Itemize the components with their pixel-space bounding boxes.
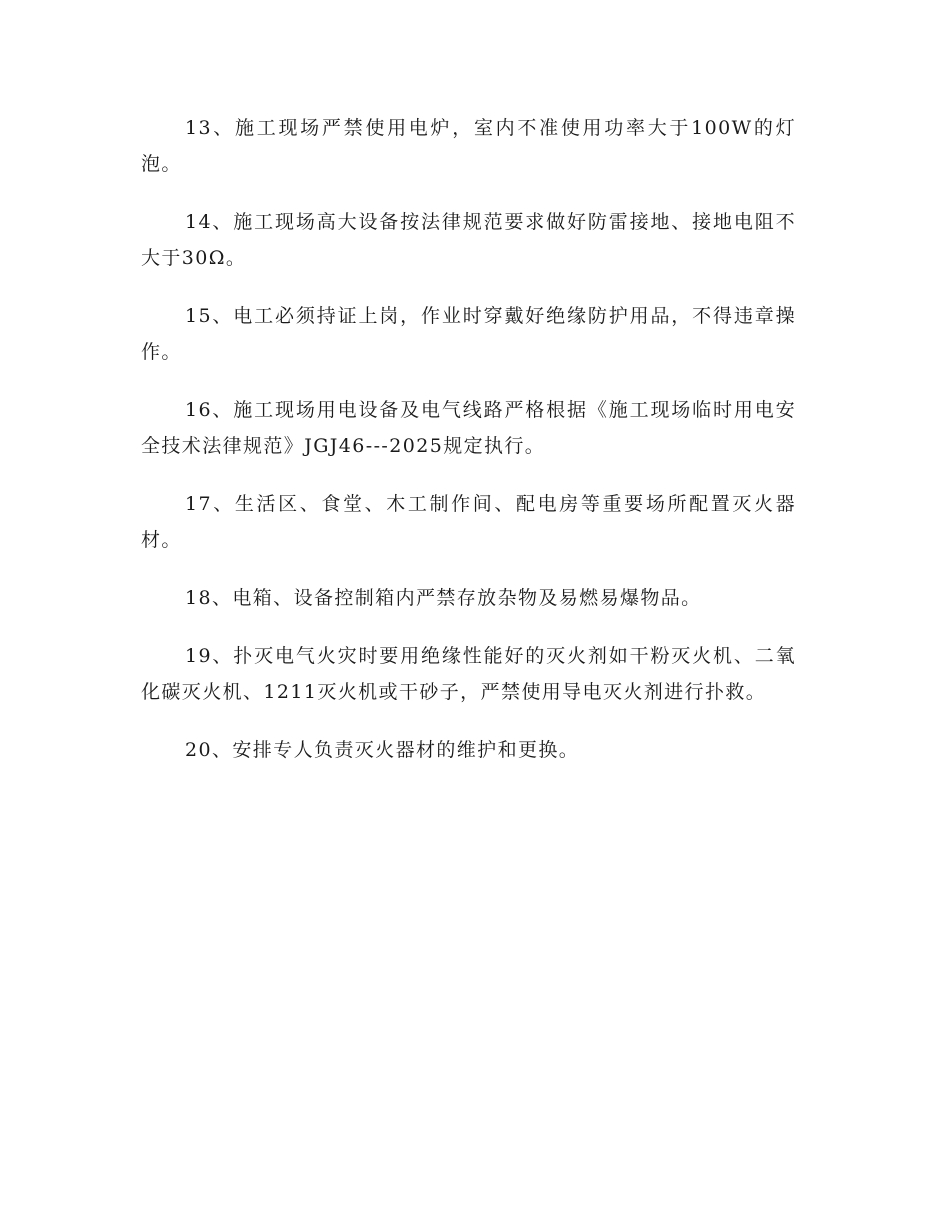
paragraph-13: 13、施工现场严禁使用电炉，室内不准使用功率大于100W的灯泡。 — [141, 117, 796, 175]
paragraph-17: 17、生活区、食堂、木工制作间、配电房等重要场所配置灭火器材。 — [141, 493, 796, 551]
paragraph-19: 19、扑灭电气火灾时要用绝缘性能好的灭火剂如干粉灭火机、二氧化碳灭火机、1211灭火机或干砂子，严禁使用导电灭火剂进行扑救。 — [141, 645, 796, 703]
paragraph-15: 15、电工必须持证上岗，作业时穿戴好绝缘防护用品，不得违章操作。 — [141, 305, 796, 363]
paragraph-16: 16、施工现场用电设备及电气线路严格根据《施工现场临时用电安全技术法律规范》JGJ46---2025规定执行。 — [141, 399, 796, 457]
paragraph-20: 20、安排专人负责灭火器材的维护和更换。 — [185, 739, 580, 761]
document-body — [141, 110, 796, 790]
paragraph-14: 14、施工现场高大设备按法律规范要求做好防雷接地、接地电阻不大于30Ω。 — [141, 211, 796, 269]
paragraph-18: 18、电箱、设备控制箱内严禁存放杂物及易燃易爆物品。 — [185, 587, 702, 609]
